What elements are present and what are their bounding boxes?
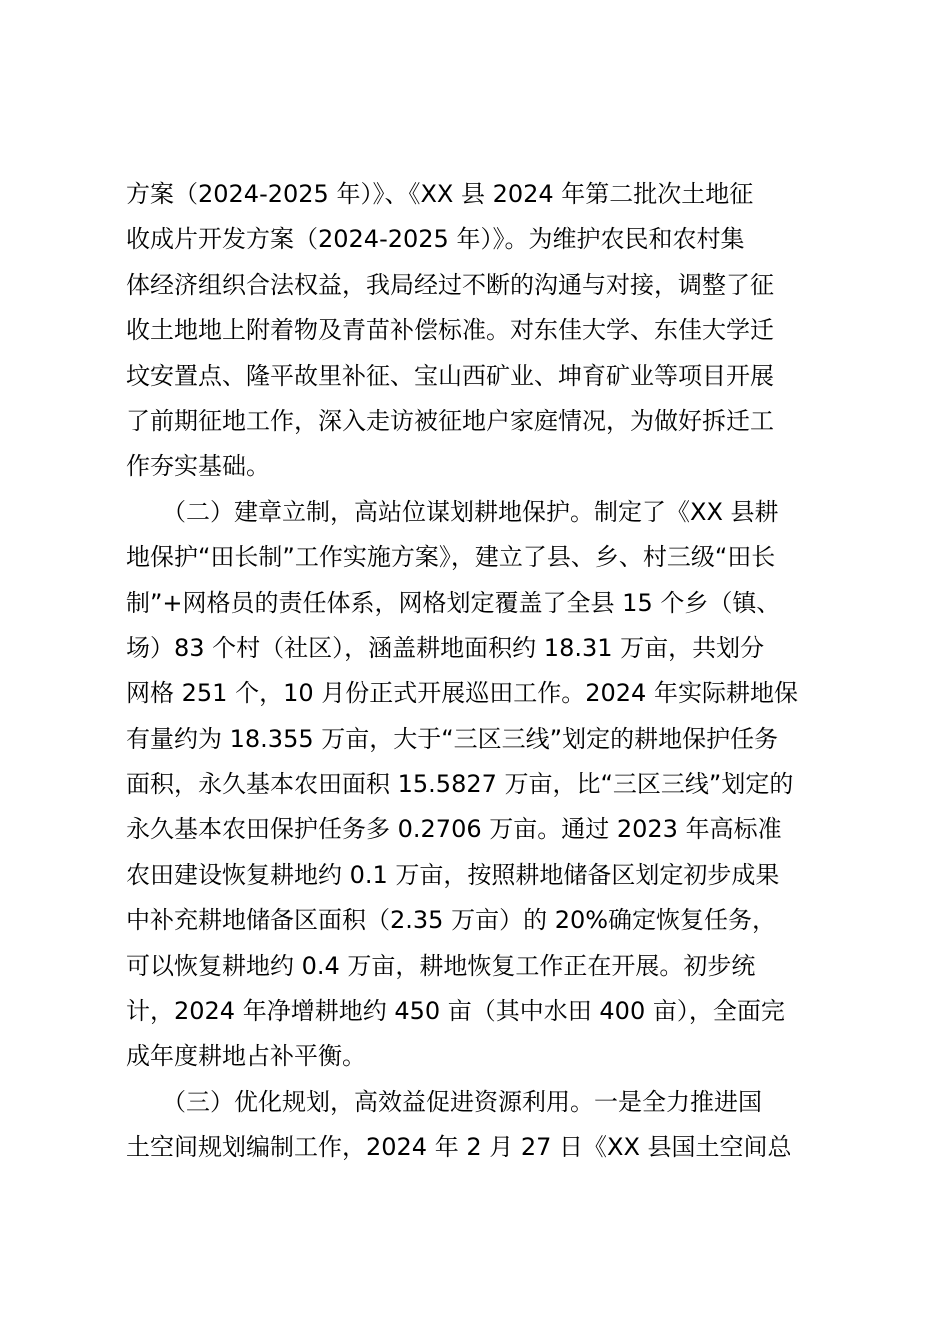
paragraph-farmland-protection [126, 490, 846, 1080]
text-line: 场）83 个村（社区），涵盖耕地面积约 18.31 万亩，共划分 [126, 633, 765, 662]
document-body [126, 172, 846, 1171]
text-line: 坟安置点、隆平故里补征、宝山西矿业、坤育矿业等项目开展 [126, 361, 774, 390]
text-line: 体经济组织合法权益，我局经过不断的沟通与对接，调整了征 [126, 270, 774, 299]
text-line: 农田建设恢复耕地约 0.1 万亩，按照耕地储备区划定初步成果 [126, 860, 780, 889]
text-line: 网格 251 个，10 月份正式开展巡田工作。2024 年实际耕地保 [126, 679, 798, 708]
text-line: 成年度耕地占补平衡。 [126, 1042, 366, 1071]
text-line: 作夯实基础。 [126, 452, 270, 481]
text-line: 面积，永久基本农田面积 15.5827 万亩，比“三区三线”划定的 [126, 770, 794, 799]
text-line: 地保护“田长制”工作实施方案》，建立了县、乡、村三级“田长 [126, 543, 776, 572]
text-line: 收土地地上附着物及青苗补偿标准。对东佳大学、东佳大学迁 [126, 316, 774, 345]
text-line: （二）建章立制，高站位谋划耕地保护。制定了《XX 县耕 [126, 497, 779, 526]
text-line: 方案（2024-2025 年）》、《XX 县 2024 年第二批次土地征 [126, 180, 754, 208]
text-line: 了前期征地工作，深入走访被征地户家庭情况，为做好拆迁工 [126, 406, 774, 435]
text-line: 有量约为 18.355 万亩，大于“三区三线”划定的耕地保护任务 [126, 724, 779, 753]
text-line: （三）优化规划，高效益促进资源利用。一是全力推进国 [126, 1087, 762, 1116]
text-line: 收成片开发方案（2024-2025 年）》。为维护农民和农村集 [126, 225, 745, 254]
text-line: 制”+网格员的责任体系，网格划定覆盖了全县 15 个乡（镇、 [126, 588, 781, 617]
text-line: 中补充耕地储备区面积（2.35 万亩）的 20%确定恢复任务， [126, 906, 777, 935]
text-line: 土空间规划编制工作，2024 年 2 月 27 日《XX 县国土空间总 [126, 1133, 792, 1162]
paragraph-land-acquisition [126, 172, 846, 490]
text-line: 可以恢复耕地约 0.4 万亩，耕地恢复工作正在开展。初步统 [126, 951, 756, 980]
paragraph-planning [126, 1080, 846, 1171]
text-line: 永久基本农田保护任务多 0.2706 万亩。通过 2023 年高标准 [126, 815, 782, 844]
text-line: 计，2024 年净增耕地约 450 亩（其中水田 400 亩），全面完 [126, 997, 785, 1026]
